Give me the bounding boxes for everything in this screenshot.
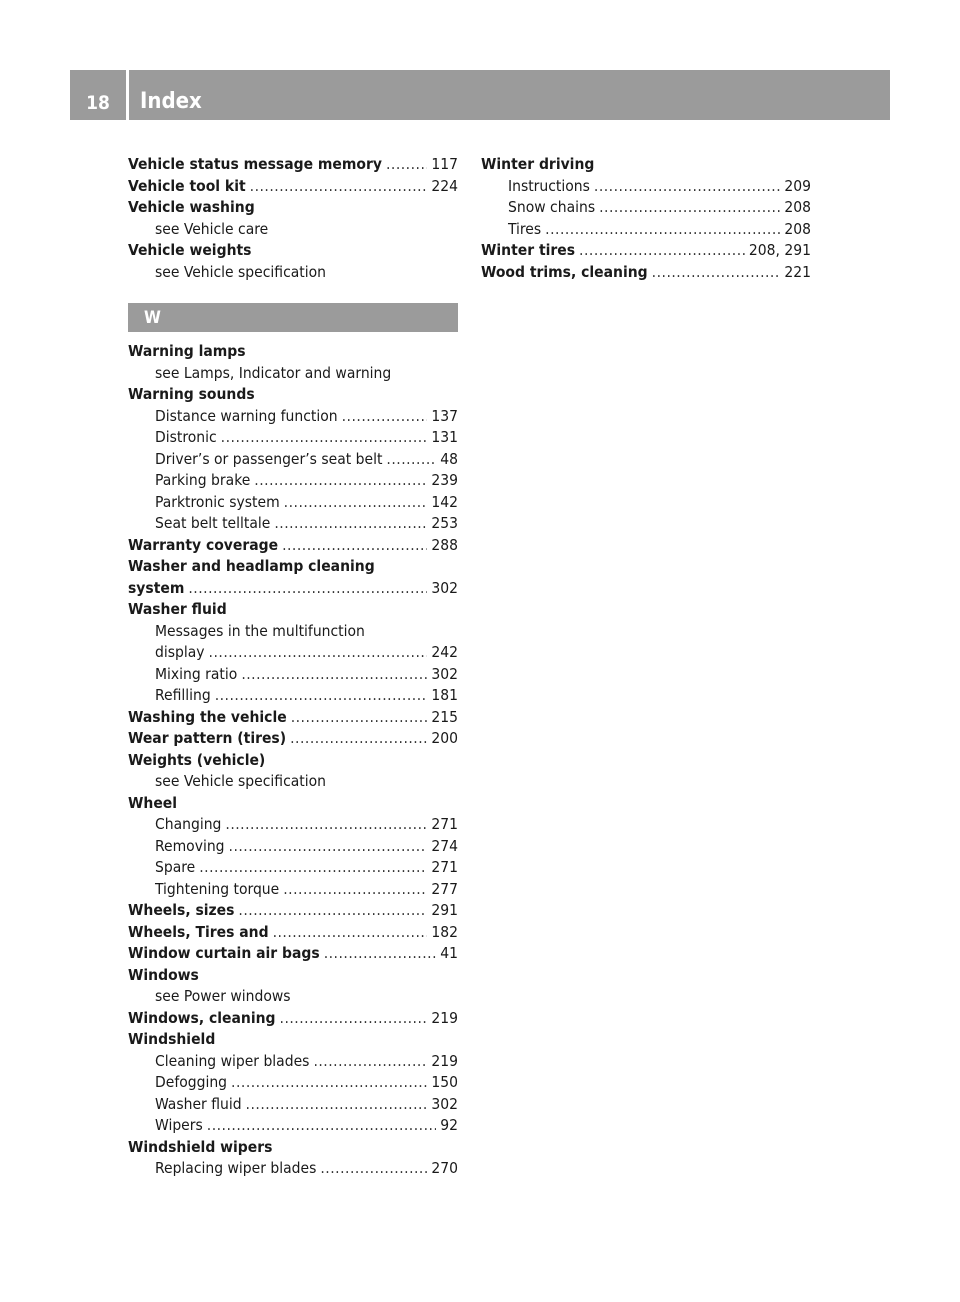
page-ref[interactable]: 215 bbox=[431, 707, 458, 726]
sub-entry[interactable] bbox=[128, 857, 458, 879]
entry-title-text: Windshield bbox=[128, 1030, 216, 1048]
entry-title-text: Warning lamps bbox=[128, 342, 246, 360]
see-text[interactable]: see Power windows bbox=[155, 987, 291, 1005]
index-entry[interactable] bbox=[128, 728, 458, 750]
leader-dots bbox=[386, 449, 436, 471]
leader-dots bbox=[320, 1158, 427, 1180]
page-ref[interactable]: 209 bbox=[784, 176, 811, 195]
leader-dots bbox=[231, 1072, 427, 1094]
sub-entry[interactable] bbox=[128, 664, 458, 686]
index-entry[interactable] bbox=[481, 240, 811, 262]
page-ref[interactable]: 253 bbox=[431, 514, 458, 532]
sub-entry-text: Driver’s or passenger’s seat belt bbox=[155, 449, 383, 468]
leader-dots bbox=[545, 219, 780, 241]
leader-dots bbox=[282, 535, 427, 557]
page-ref[interactable]: 239 bbox=[431, 471, 458, 489]
page-ref[interactable]: 219 bbox=[431, 1051, 458, 1070]
entry-title-text: Wheels, sizes bbox=[128, 901, 235, 919]
index-entry-title bbox=[128, 750, 458, 772]
sub-entry[interactable] bbox=[128, 492, 458, 514]
entry-title-text: Wood trims, cleaning bbox=[481, 262, 648, 281]
index-entry-title bbox=[481, 154, 811, 176]
page-ref[interactable]: 182 bbox=[431, 922, 458, 941]
sub-entry[interactable] bbox=[128, 1072, 458, 1094]
sub-entry[interactable] bbox=[128, 1094, 458, 1116]
index-entry[interactable] bbox=[128, 1008, 458, 1030]
page-title: Index bbox=[140, 89, 202, 114]
leader-dots bbox=[324, 943, 437, 965]
index-entry[interactable] bbox=[128, 535, 458, 557]
index-entry-title bbox=[128, 341, 458, 363]
page-ref[interactable]: 270 bbox=[431, 1159, 458, 1177]
leader-dots bbox=[579, 240, 745, 262]
sub-entry-text: Seat belt telltale bbox=[155, 514, 271, 532]
page-ref[interactable]: 208 bbox=[784, 219, 811, 238]
sub-entry[interactable] bbox=[128, 1158, 458, 1180]
page-ref[interactable]: 302 bbox=[431, 664, 458, 683]
page-ref[interactable]: 181 bbox=[431, 686, 458, 704]
entry-title-text: Wheel bbox=[128, 793, 178, 812]
sub-entry-text: Tightening torque bbox=[155, 879, 280, 898]
leader-dots bbox=[342, 406, 428, 428]
see-text[interactable]: see Vehicle specification bbox=[155, 772, 326, 790]
index-entry-title bbox=[128, 197, 458, 219]
entry-title-text: Washer and headlamp cleaning bbox=[128, 557, 375, 575]
leader-dots bbox=[386, 154, 427, 176]
page-ref[interactable]: 137 bbox=[431, 406, 458, 425]
page-ref[interactable]: 302 bbox=[431, 1094, 458, 1113]
sub-entry-text: Parking brake bbox=[155, 471, 251, 489]
sub-entry-text: Changing bbox=[155, 815, 222, 833]
sub-entry-text: Messages in the multifunction bbox=[155, 621, 365, 640]
page-ref[interactable]: 208, 291 bbox=[748, 241, 811, 259]
page-ref[interactable]: 92 bbox=[440, 1116, 458, 1134]
entry-title-text: Washer fluid bbox=[128, 600, 227, 618]
index-column-left bbox=[128, 154, 458, 1180]
leader-dots bbox=[284, 492, 428, 514]
sub-entry[interactable] bbox=[128, 1051, 458, 1073]
page-ref[interactable]: 41 bbox=[440, 944, 458, 962]
entry-title-text: Wheels, Tires and bbox=[128, 922, 269, 941]
entry-title-text: Windshield wipers bbox=[128, 1137, 273, 1156]
leader-dots bbox=[594, 176, 780, 198]
page-ref[interactable]: 117 bbox=[431, 155, 458, 173]
page-ref[interactable]: 219 bbox=[431, 1008, 458, 1027]
index-entry[interactable] bbox=[128, 900, 458, 922]
sub-entry[interactable] bbox=[128, 879, 458, 901]
sub-entry[interactable] bbox=[128, 513, 458, 535]
sub-entry-text: Refilling bbox=[155, 686, 211, 704]
sub-entry-text: Parktronic system bbox=[155, 492, 280, 511]
leader-dots bbox=[283, 879, 427, 901]
see-reference[interactable] bbox=[128, 363, 458, 385]
index-column-right bbox=[481, 154, 811, 283]
leader-dots bbox=[273, 922, 428, 944]
page-ref[interactable]: 200 bbox=[431, 729, 458, 747]
entry-title-text: Windows bbox=[128, 965, 199, 984]
index-entry-title bbox=[128, 599, 458, 621]
leader-dots bbox=[254, 470, 427, 492]
page-ref[interactable]: 224 bbox=[431, 176, 458, 195]
sub-entry[interactable] bbox=[481, 219, 811, 241]
sub-entry-text: Wipers bbox=[155, 1116, 203, 1134]
index-entry[interactable] bbox=[128, 943, 458, 965]
page-ref[interactable]: 208 bbox=[784, 198, 811, 216]
page-ref[interactable]: 150 bbox=[431, 1073, 458, 1091]
sub-entry-text: Cleaning wiper blades bbox=[155, 1051, 310, 1070]
leader-dots bbox=[291, 707, 428, 729]
leader-dots bbox=[313, 1051, 427, 1073]
entry-title-text: Winter driving bbox=[481, 155, 595, 173]
index-entry-title bbox=[128, 556, 458, 578]
leader-dots bbox=[290, 728, 427, 750]
index-entry-title bbox=[128, 793, 458, 815]
page-ref[interactable]: 302 bbox=[431, 578, 458, 597]
sub-entry-text: Distance warning function bbox=[155, 406, 338, 425]
sub-entry[interactable] bbox=[128, 449, 458, 471]
sub-entry-text: Removing bbox=[155, 836, 225, 855]
sub-entry[interactable] bbox=[128, 1115, 458, 1137]
sub-entry-text: Replacing wiper blades bbox=[155, 1159, 317, 1177]
leader-dots bbox=[221, 427, 428, 449]
entry-title-text: Window curtain air bags bbox=[128, 944, 320, 962]
index-entry[interactable] bbox=[128, 176, 458, 198]
page-ref[interactable]: 242 bbox=[431, 643, 458, 661]
leader-dots bbox=[209, 642, 428, 664]
leader-dots bbox=[207, 1115, 436, 1137]
entry-title-text: Winter tires bbox=[481, 241, 576, 259]
leader-dots bbox=[215, 685, 428, 707]
sub-entry[interactable] bbox=[128, 642, 458, 664]
leader-dots bbox=[238, 900, 427, 922]
sub-entry[interactable] bbox=[481, 197, 811, 219]
sub-entry[interactable] bbox=[128, 814, 458, 836]
entry-title-text: Wear pattern (tires) bbox=[128, 729, 287, 747]
index-entry-title bbox=[128, 965, 458, 987]
page-ref[interactable]: 48 bbox=[440, 449, 458, 468]
sub-entry-text: Tires bbox=[508, 219, 542, 238]
sub-entry-text: Snow chains bbox=[508, 198, 596, 216]
see-reference[interactable] bbox=[128, 219, 458, 241]
sub-entry[interactable] bbox=[128, 406, 458, 428]
sub-entry[interactable] bbox=[128, 427, 458, 449]
entry-title-text: Vehicle tool kit bbox=[128, 176, 246, 195]
leader-dots bbox=[225, 814, 427, 836]
index-entry[interactable] bbox=[128, 578, 458, 600]
sub-entry[interactable] bbox=[128, 836, 458, 858]
index-entry-title bbox=[128, 1137, 458, 1159]
section-header-w: W bbox=[128, 303, 458, 332]
entry-title-text: system bbox=[128, 578, 185, 597]
sub-entry-label bbox=[128, 621, 458, 643]
sub-entry-text: Spare bbox=[155, 858, 196, 876]
sub-entry-text: Distronic bbox=[155, 428, 217, 446]
leader-dots bbox=[599, 197, 780, 219]
sub-entry[interactable] bbox=[128, 685, 458, 707]
index-entry[interactable] bbox=[481, 262, 811, 284]
entry-title-text: Washing the vehicle bbox=[128, 707, 287, 726]
entry-title-text: Weights (vehicle) bbox=[128, 750, 266, 769]
index-entry-title bbox=[128, 384, 458, 406]
leader-dots bbox=[241, 664, 427, 686]
sub-entry-text: Mixing ratio bbox=[155, 664, 238, 683]
sub-entry[interactable] bbox=[128, 470, 458, 492]
index-entry[interactable] bbox=[128, 922, 458, 944]
page-number: 18 bbox=[86, 92, 110, 114]
page-ref[interactable]: 271 bbox=[431, 815, 458, 833]
see-reference[interactable] bbox=[128, 986, 458, 1008]
leader-dots bbox=[229, 836, 428, 858]
see-text[interactable]: see Vehicle specification bbox=[155, 262, 326, 281]
leader-dots bbox=[652, 262, 781, 284]
page-ref[interactable]: 142 bbox=[431, 492, 458, 511]
index-entry-title bbox=[128, 240, 458, 262]
page-ref[interactable]: 271 bbox=[431, 858, 458, 876]
leader-dots bbox=[274, 513, 427, 535]
entry-title-text: Windows, cleaning bbox=[128, 1008, 276, 1027]
sub-entry[interactable] bbox=[481, 176, 811, 198]
leader-dots bbox=[250, 176, 428, 198]
sub-entry-text: display bbox=[155, 643, 205, 661]
leader-dots bbox=[199, 857, 427, 879]
entry-title-text: Vehicle washing bbox=[128, 198, 255, 216]
page-ref[interactable]: 131 bbox=[431, 428, 458, 446]
sub-entry-text: Defogging bbox=[155, 1073, 228, 1091]
leader-dots bbox=[188, 578, 427, 600]
entry-title-text: Warranty coverage bbox=[128, 535, 279, 554]
see-reference[interactable] bbox=[128, 262, 458, 284]
page-ref[interactable]: 221 bbox=[784, 262, 811, 281]
page-ref[interactable]: 274 bbox=[431, 836, 458, 855]
leader-dots bbox=[246, 1094, 428, 1116]
page-ref[interactable]: 277 bbox=[431, 879, 458, 898]
entry-title-text: Vehicle weights bbox=[128, 241, 252, 259]
index-entry-title bbox=[128, 1029, 458, 1051]
entry-title-text: Warning sounds bbox=[128, 385, 255, 403]
sub-entry-text: Instructions bbox=[508, 176, 590, 195]
entry-title-text: Vehicle status message memory bbox=[128, 155, 382, 173]
see-reference[interactable] bbox=[128, 771, 458, 793]
page-ref[interactable]: 288 bbox=[431, 535, 458, 554]
index-entry[interactable] bbox=[128, 154, 458, 176]
index-entry[interactable] bbox=[128, 707, 458, 729]
sub-entry-text: Washer fluid bbox=[155, 1094, 242, 1113]
see-text[interactable]: see Lamps, Indicator and warning bbox=[155, 363, 392, 382]
header-divider bbox=[126, 70, 129, 120]
leader-dots bbox=[280, 1008, 428, 1030]
see-text[interactable]: see Vehicle care bbox=[155, 219, 269, 238]
page-ref[interactable]: 291 bbox=[431, 901, 458, 919]
